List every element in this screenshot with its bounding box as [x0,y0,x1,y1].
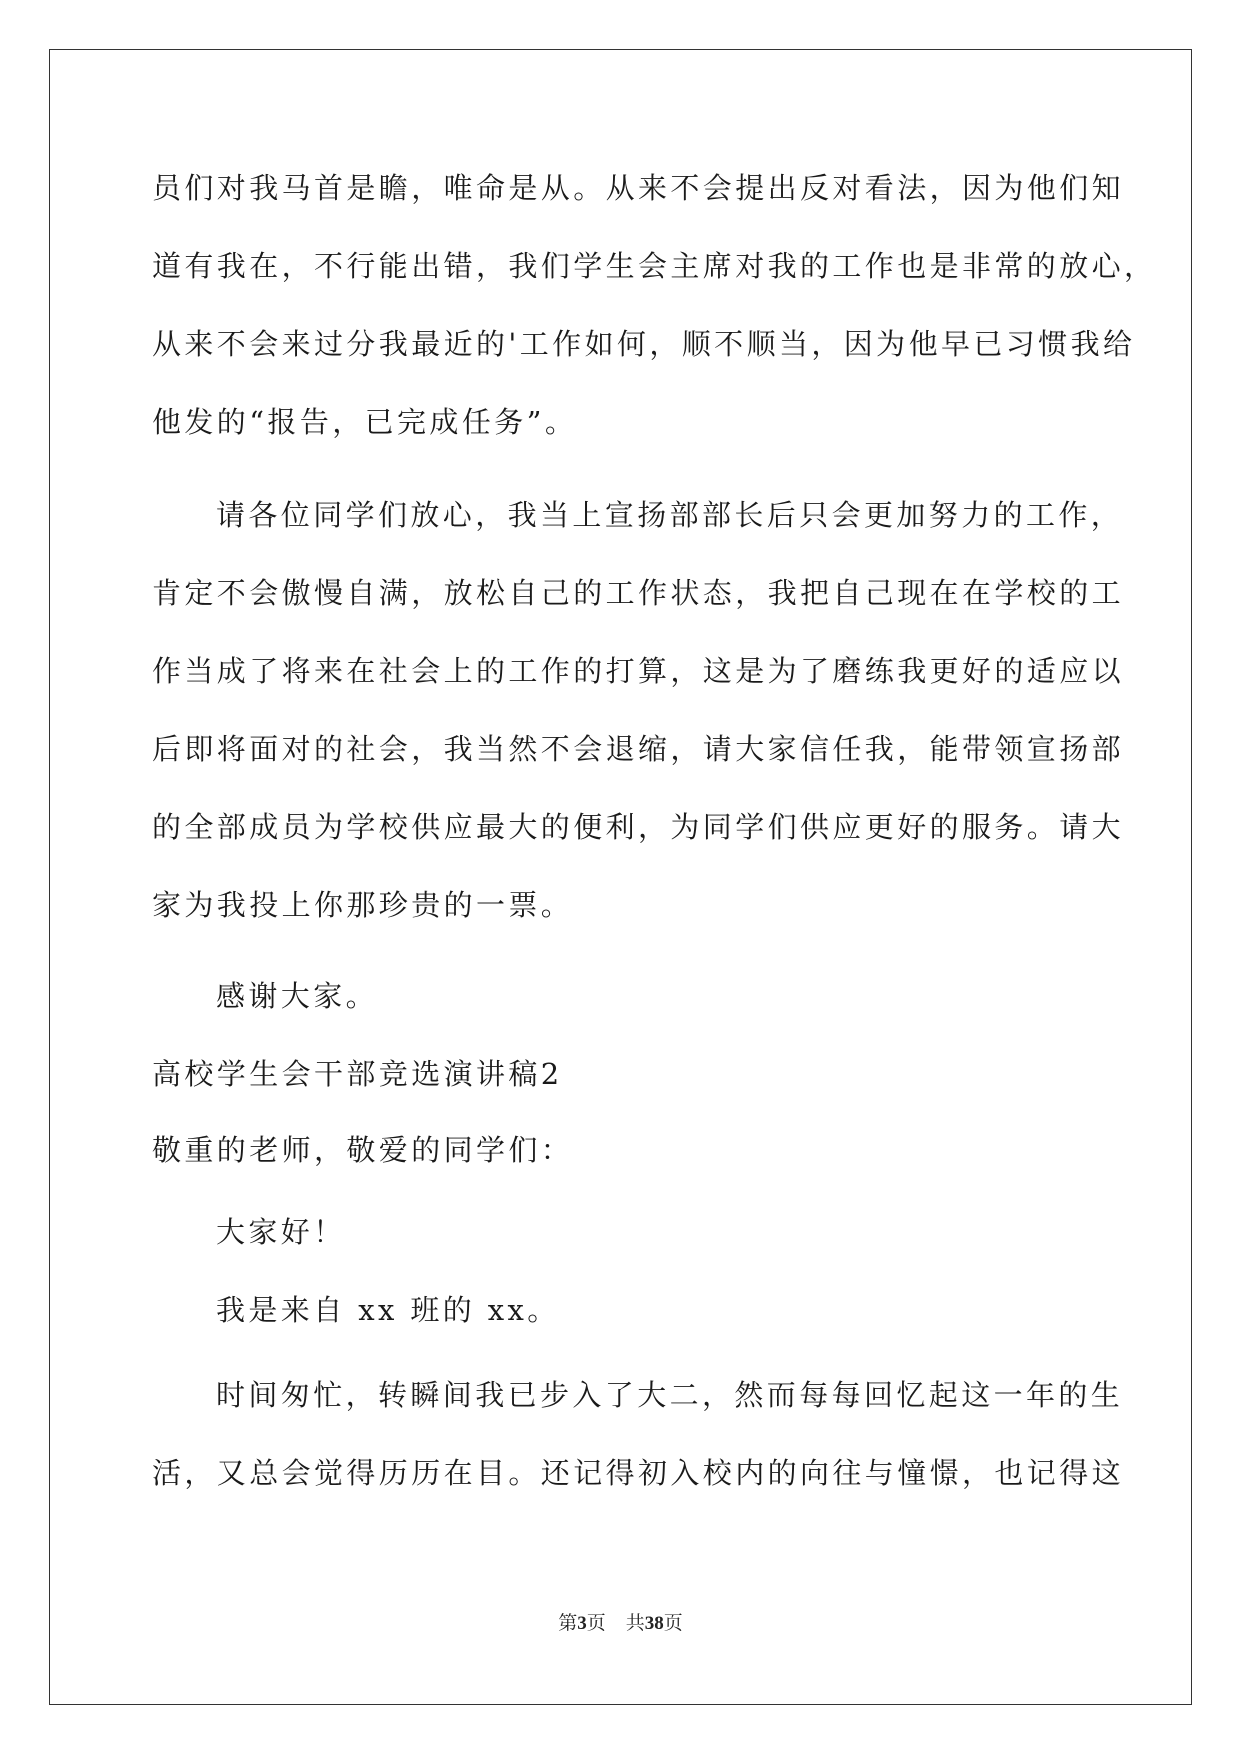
section-title: 高校学生会干部竞选演讲稿2 [152,1057,563,1091]
text-line: 家为我投上你那珍贵的一票。 [152,888,574,922]
text-line: 作当成了将来在社会上的工作的打算，这是为了磨练我更好的适应以 [152,654,1125,688]
page-prefix: 第 [558,1612,578,1634]
paragraph-start-line: 时间匆忙，转瞬间我已步入了大二，然而每每回忆起这一年的生 [216,1378,1124,1412]
total-pages: 38 [644,1613,664,1634]
text-line: 从来不会来过分我最近的'工作如何，顺不顺当，因为他早已习惯我给 [152,327,1136,361]
salutation-line: 敬重的老师，敬爱的同学们： [152,1133,574,1167]
text-line: 道有我在，不行能出错，我们学生会主席对我的工作也是非常的放心， [152,249,1157,283]
total-suffix: 页 [663,1612,683,1634]
text-line: 员们对我马首是瞻，唯命是从。从来不会提出反对看法，因为他们知 [152,171,1125,205]
closing-line: 感谢大家。 [216,979,379,1013]
text-line: 他发的“报告，已完成任务”。 [152,405,578,439]
text-line: 后即将面对的社会，我当然不会退缩，请大家信任我，能带领宣扬部 [152,732,1125,766]
page-footer [0,1610,1241,1637]
text-line: 活，又总会觉得历历在目。还记得初入校内的向往与憧憬，也记得这 [152,1456,1125,1490]
greeting-line: 大家好！ [216,1215,346,1249]
text-line: 肯定不会傲慢自满，放松自己的工作状态，我把自己现在在学校的工 [152,576,1125,610]
page-number: 3 [577,1613,587,1634]
page-suffix: 页 [586,1612,606,1634]
paragraph-start-line: 请各位同学们放心，我当上宣扬部部长后只会更加努力的工作， [216,498,1124,532]
introduction-line: 我是来自 xx 班的 xx。 [216,1293,560,1327]
total-prefix: 共 [625,1612,645,1634]
text-line: 的全部成员为学校供应最大的便利，为同学们供应更好的服务。请大 [152,810,1125,844]
